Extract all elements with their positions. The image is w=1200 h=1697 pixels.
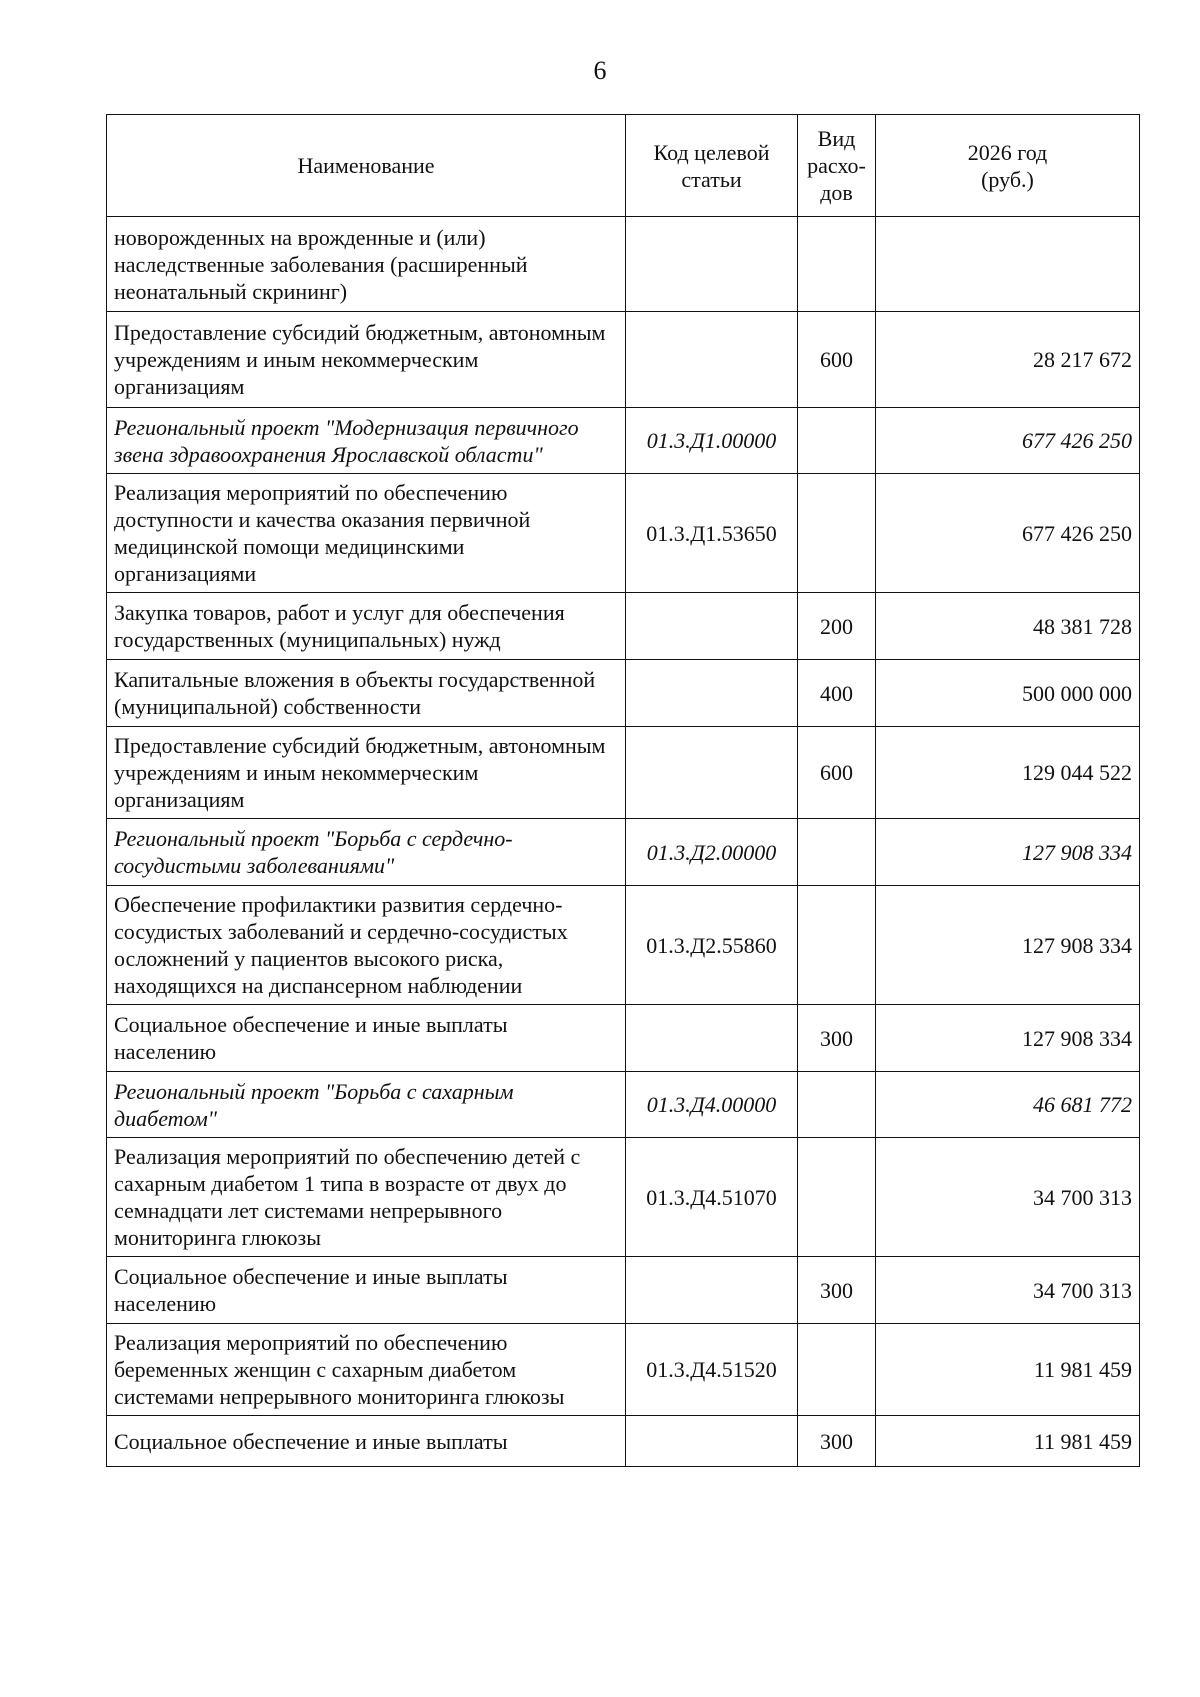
cell-expense-type bbox=[798, 217, 876, 312]
cell-expense-type bbox=[798, 1138, 876, 1257]
cell-amount: 677 426 250 bbox=[876, 474, 1140, 593]
table-row bbox=[107, 1324, 1140, 1416]
cell-expense-type bbox=[798, 474, 876, 593]
table-row bbox=[107, 660, 1140, 727]
page-number: 6 bbox=[593, 56, 607, 85]
cell-amount: 127 908 334 bbox=[876, 886, 1140, 1005]
cell-target-code bbox=[626, 593, 798, 660]
cell-name: Реализация мероприятий по обеспечению детей с сахарным диабетом 1 типа в возрасте от двух до семнадцати лет системами непрерывного мониторинга глюкозы bbox=[107, 1138, 626, 1257]
budget-table bbox=[106, 114, 1140, 1467]
cell-name: новорожденных на врожденные и (или) наследственные заболевания (расширенный неонатальный скрининг) bbox=[107, 217, 626, 312]
header-name: Наименование bbox=[107, 115, 626, 217]
cell-amount: 129 044 522 bbox=[876, 727, 1140, 819]
cell-expense-type: 200 bbox=[798, 593, 876, 660]
cell-name: Региональный проект "Борьба с сердечно- сосудистыми заболеваниями" bbox=[107, 819, 626, 886]
cell-name: Капитальные вложения в объекты государственной (муниципальной) собственности bbox=[107, 660, 626, 727]
cell-target-code: 01.3.Д2.55860 bbox=[626, 886, 798, 1005]
cell-amount bbox=[876, 217, 1140, 312]
cell-target-code bbox=[626, 1416, 798, 1467]
cell-name: Предоставление субсидий бюджетным, автономным учреждениям и иным некоммерческим организациям bbox=[107, 312, 626, 408]
cell-name: Социальное обеспечение и иные выплаты населению bbox=[107, 1005, 626, 1072]
cell-amount: 46 681 772 bbox=[876, 1072, 1140, 1138]
cell-target-code bbox=[626, 660, 798, 727]
cell-target-code bbox=[626, 217, 798, 312]
table-row bbox=[107, 1416, 1140, 1467]
cell-expense-type: 400 bbox=[798, 660, 876, 727]
cell-expense-type: 300 bbox=[798, 1416, 876, 1467]
cell-target-code: 01.3.Д4.51070 bbox=[626, 1138, 798, 1257]
table-row bbox=[107, 408, 1140, 474]
table-row bbox=[107, 1138, 1140, 1257]
cell-amount: 11 981 459 bbox=[876, 1324, 1140, 1416]
table-body bbox=[107, 217, 1140, 1467]
cell-target-code bbox=[626, 1257, 798, 1324]
cell-name: Закупка товаров, работ и услуг для обеспечения государственных (муниципальных) нужд bbox=[107, 593, 626, 660]
table-row bbox=[107, 1072, 1140, 1138]
cell-target-code bbox=[626, 727, 798, 819]
table-row bbox=[107, 217, 1140, 312]
table-row bbox=[107, 819, 1140, 886]
cell-name: Социальное обеспечение и иные выплаты bbox=[107, 1416, 626, 1467]
cell-target-code: 01.3.Д2.00000 bbox=[626, 819, 798, 886]
cell-amount: 48 381 728 bbox=[876, 593, 1140, 660]
cell-amount: 677 426 250 bbox=[876, 408, 1140, 474]
header-expense-type: Вид расхо- дов bbox=[798, 115, 876, 217]
cell-target-code bbox=[626, 312, 798, 408]
cell-expense-type bbox=[798, 1072, 876, 1138]
table-row bbox=[107, 474, 1140, 593]
cell-name: Реализация мероприятий по обеспечению беременных женщин с сахарным диабетом системами непрерывного мониторинга глюкозы bbox=[107, 1324, 626, 1416]
cell-name: Региональный проект "Борьба с сахарным диабетом" bbox=[107, 1072, 626, 1138]
table-row bbox=[107, 593, 1140, 660]
cell-expense-type: 600 bbox=[798, 727, 876, 819]
table-row bbox=[107, 886, 1140, 1005]
cell-amount: 127 908 334 bbox=[876, 819, 1140, 886]
cell-expense-type bbox=[798, 886, 876, 1005]
cell-amount: 500 000 000 bbox=[876, 660, 1140, 727]
cell-target-code: 01.3.Д4.00000 bbox=[626, 1072, 798, 1138]
cell-name: Реализация мероприятий по обеспечению доступности и качества оказания первичной медицинской помощи медицинскими организациями bbox=[107, 474, 626, 593]
cell-name: Предоставление субсидий бюджетным, автономным учреждениям и иным некоммерческим организациям bbox=[107, 727, 626, 819]
cell-amount: 127 908 334 bbox=[876, 1005, 1140, 1072]
cell-expense-type bbox=[798, 408, 876, 474]
cell-expense-type bbox=[798, 1324, 876, 1416]
table-row bbox=[107, 727, 1140, 819]
cell-name: Обеспечение профилактики развития сердечно- сосудистых заболеваний и сердечно-сосудистых осложнений у пациентов высокого риска, находящихся на диспансерном наблюдении bbox=[107, 886, 626, 1005]
table-row bbox=[107, 312, 1140, 408]
table-row bbox=[107, 1257, 1140, 1324]
header-code: Код целевой статьи bbox=[626, 115, 798, 217]
header-amount-2026: 2026 год (руб.) bbox=[876, 115, 1140, 217]
cell-target-code: 01.3.Д4.51520 bbox=[626, 1324, 798, 1416]
cell-amount: 11 981 459 bbox=[876, 1416, 1140, 1467]
cell-name: Социальное обеспечение и иные выплаты населению bbox=[107, 1257, 626, 1324]
cell-expense-type: 300 bbox=[798, 1257, 876, 1324]
cell-expense-type bbox=[798, 819, 876, 886]
cell-amount: 28 217 672 bbox=[876, 312, 1140, 408]
cell-expense-type: 600 bbox=[798, 312, 876, 408]
cell-target-code: 01.3.Д1.53650 bbox=[626, 474, 798, 593]
cell-target-code bbox=[626, 1005, 798, 1072]
cell-amount: 34 700 313 bbox=[876, 1138, 1140, 1257]
table-row bbox=[107, 1005, 1140, 1072]
table-header-row bbox=[107, 115, 1140, 217]
cell-amount: 34 700 313 bbox=[876, 1257, 1140, 1324]
cell-expense-type: 300 bbox=[798, 1005, 876, 1072]
cell-target-code: 01.3.Д1.00000 bbox=[626, 408, 798, 474]
cell-name: Региональный проект "Модернизация первичного звена здравоохранения Ярославской области" bbox=[107, 408, 626, 474]
